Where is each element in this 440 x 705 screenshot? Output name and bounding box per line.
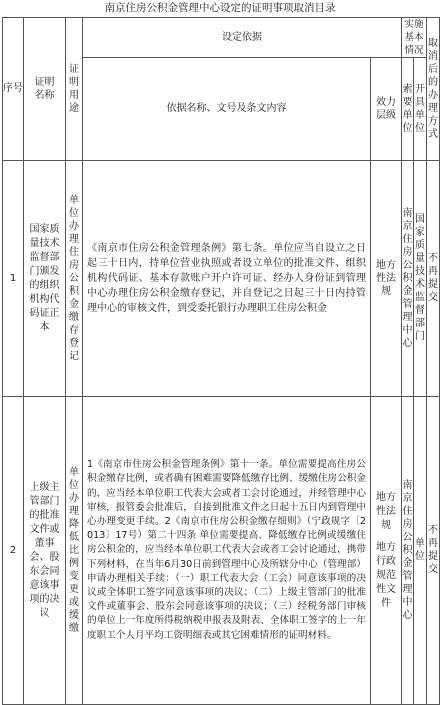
row1-requester: 国家质量技术监督部门 — [414, 161, 427, 397]
header-name: 证明名称 — [24, 18, 66, 161]
header-seq: 序号 — [3, 18, 24, 161]
header-purpose: 证明用途 — [66, 18, 83, 161]
row2-name: 上级主管部门的批准文件或董事会、股东会同意该事项的决议 — [24, 397, 66, 705]
row1-name: 国家质量技术监督部门颁发的组织机构代码证正本 — [24, 161, 66, 397]
row1-seq: 1 — [3, 161, 24, 397]
row1-purpose: 单位办理住房公积金缴存登记 — [66, 161, 83, 397]
row2-basis: 1《南京市住房公积金管理条例》第十一条。单位需要提高住房公积金缴存比例，或者确有困难需要降低缴存比例、缓缴住房公积金的，应当经本单位职工代表大会或者工会讨论通过，并经管理中心审核，报管委会批准后，自接到批准文件之日起十五日内到管理中心办理变更手续。2《南京市住房公积金缴存细则》（宁政规字〔2013〕17号）第二十四条 单位需要提高、降低缴存比例或缓缴住房公积金的，应当经本单位职工代表大会或者工会讨论通过，携带下列材料，在当年6月30日前到管理中心及所辖分中心（管理部）申请办理相关手续：（一）职工代表大会（工会）同意该事项的决议或全体职工签字同意该事项的决议；（二）上级主管部门的批准文件或董事会、股东会同意该事项的决议；（三）经税务部门审核的单位上一年度所得税纳税申报表及附表、全体职工签字的上一年度职工个人月平均工资明细表或其它困难情形的证明材料。 — [83, 397, 371, 705]
document-title: 南京住房公积金管理中心设定的证明事项取消目录 — [104, 2, 336, 14]
header-issuer: 索要单位 — [402, 58, 414, 161]
header-status: 实施基本情况 — [402, 18, 427, 58]
header-method: 取消后的办理方式 — [427, 18, 440, 161]
header-basis: 设定依据 — [83, 18, 402, 58]
table-row — [3, 397, 440, 705]
row1-method: 不再提交 — [427, 161, 440, 397]
row2-purpose: 单位办理降低比例变更或缓缴 — [66, 397, 83, 705]
header-level: 效力层级 — [371, 58, 402, 161]
row1-level: 地方性法规 — [371, 161, 402, 397]
row2-level — [371, 397, 402, 705]
row2-requester: 单位 — [414, 397, 427, 705]
header-row-1 — [3, 18, 440, 58]
row2-seq: 2 — [3, 397, 24, 705]
row2-issuer: 南京住房公积金管理中心 — [402, 397, 414, 705]
header-basis-doc: 依据名称、文号及条文内容 — [83, 58, 371, 161]
table-row — [3, 161, 440, 397]
row1-issuer: 南京住房公积金管理中心 — [402, 161, 414, 397]
cancellation-table — [2, 17, 440, 705]
header-requester: 开具单位 — [414, 58, 427, 161]
row1-basis: 《南京市住房公积金管理条例》第七条。单位应当自设立之日起三十日内，持单位营业执照或者设立单位的批准文件、组织机构代码证、基本存款账户开户许可证、经办人身份证到管理中心办理住房公积金缴存登记，并自登记之日起三十日内持管理中心的审核文件，到受委托银行办理职工住房公积金 — [83, 161, 371, 397]
row2-method: 不再提交 — [427, 397, 440, 705]
row2-level-1: 地方性法规 — [376, 491, 396, 531]
row2-level-2: 地方行政规范性文件 — [376, 541, 396, 609]
